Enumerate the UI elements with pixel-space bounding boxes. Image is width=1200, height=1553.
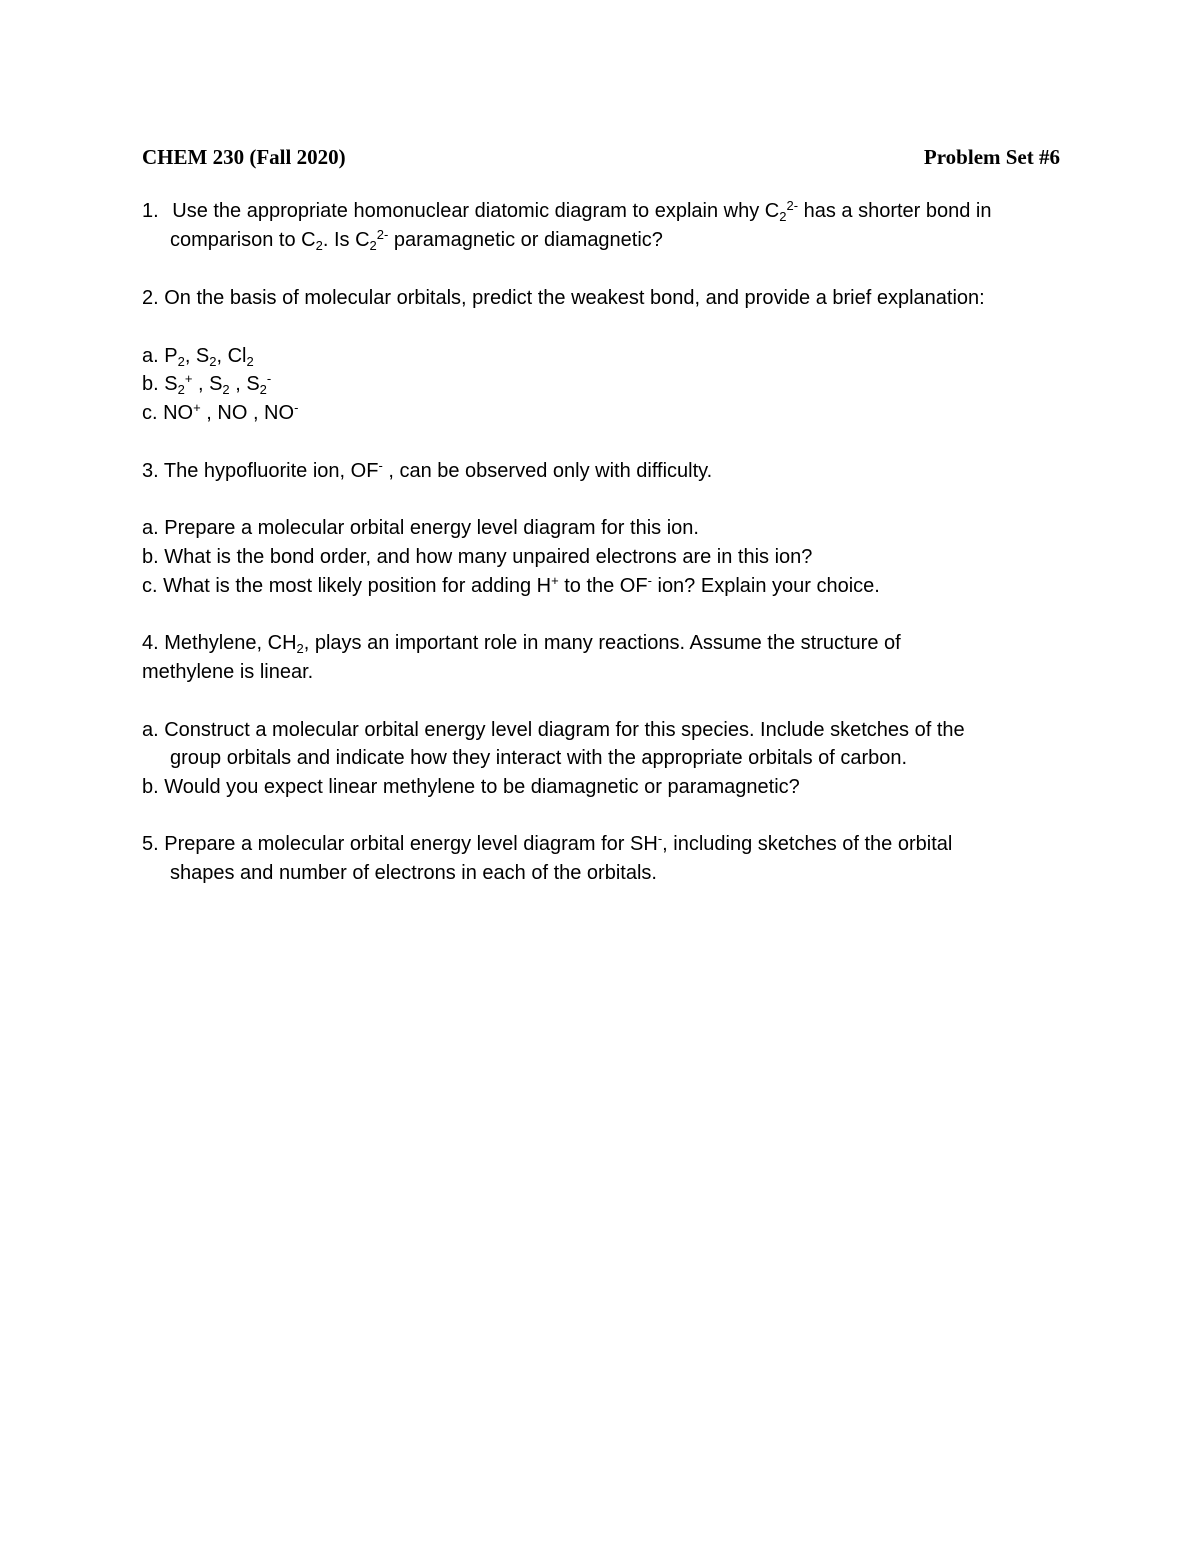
problem-set-title: Problem Set #6 [923,145,1060,169]
course-title: CHEM 230 (Fall 2020) [142,145,346,169]
question-2-part-c: c. NO+ , NO , NO- [142,400,299,424]
question-4-line-2: methylene is linear. [142,661,314,683]
question-5-line-2: shapes and number of electrons in each of the orbitals. [170,862,657,884]
question-1-line-2: comparison to $C_2$. Is $C_2^{2-}$ paramagnetic or diamagnetic? [170,227,663,253]
question-2-part-a: a. $P_2$, $S_2$, $Cl_2$ [142,345,254,369]
question-2-part-b: b. $S_2^+$ , $S_2$ , $S_2^-$ [142,371,272,397]
question-3-part-b: b. What is the bond order, and how many unpaired electrons are in this ion? [142,546,813,568]
question-2-prompt: 2. On the basis of molecular orbitals, predict the weakest bond, and provide a brief explanation: [142,287,985,309]
question-3-prompt: 3. The hypofluorite ion, OF- , can be observed only with difficulty. [142,458,713,482]
question-4-line-1: 4. Methylene, $CH_2$, plays an important role in many reactions. Assume the structure of [142,632,901,656]
question-4-part-a-line-2: group orbitals and indicate how they interact with the appropriate orbitals of carbon. [170,747,908,769]
question-3-part-a: a. Prepare a molecular orbital energy level diagram for this ion. [142,517,699,539]
question-1-number: 1. [142,200,159,222]
question-4-part-a-line-1: a. Construct a molecular orbital energy level diagram for this species. Include sketches of the [142,719,965,741]
question-4-part-b: b. Would you expect linear methylene to be diamagnetic or paramagnetic? [142,776,800,798]
question-3-part-c: c. What is the most likely position for adding H+ to the OF- ion? Explain your choice. [142,573,880,597]
question-5-line-1: 5. Prepare a molecular orbital energy level diagram for SH-, including sketches of the orbital [142,831,953,855]
question-1-line-1: 1. Use the appropriate homonuclear diatomic diagram to explain why $C_2^{2-}$ has a shorter bond in [142,198,992,224]
